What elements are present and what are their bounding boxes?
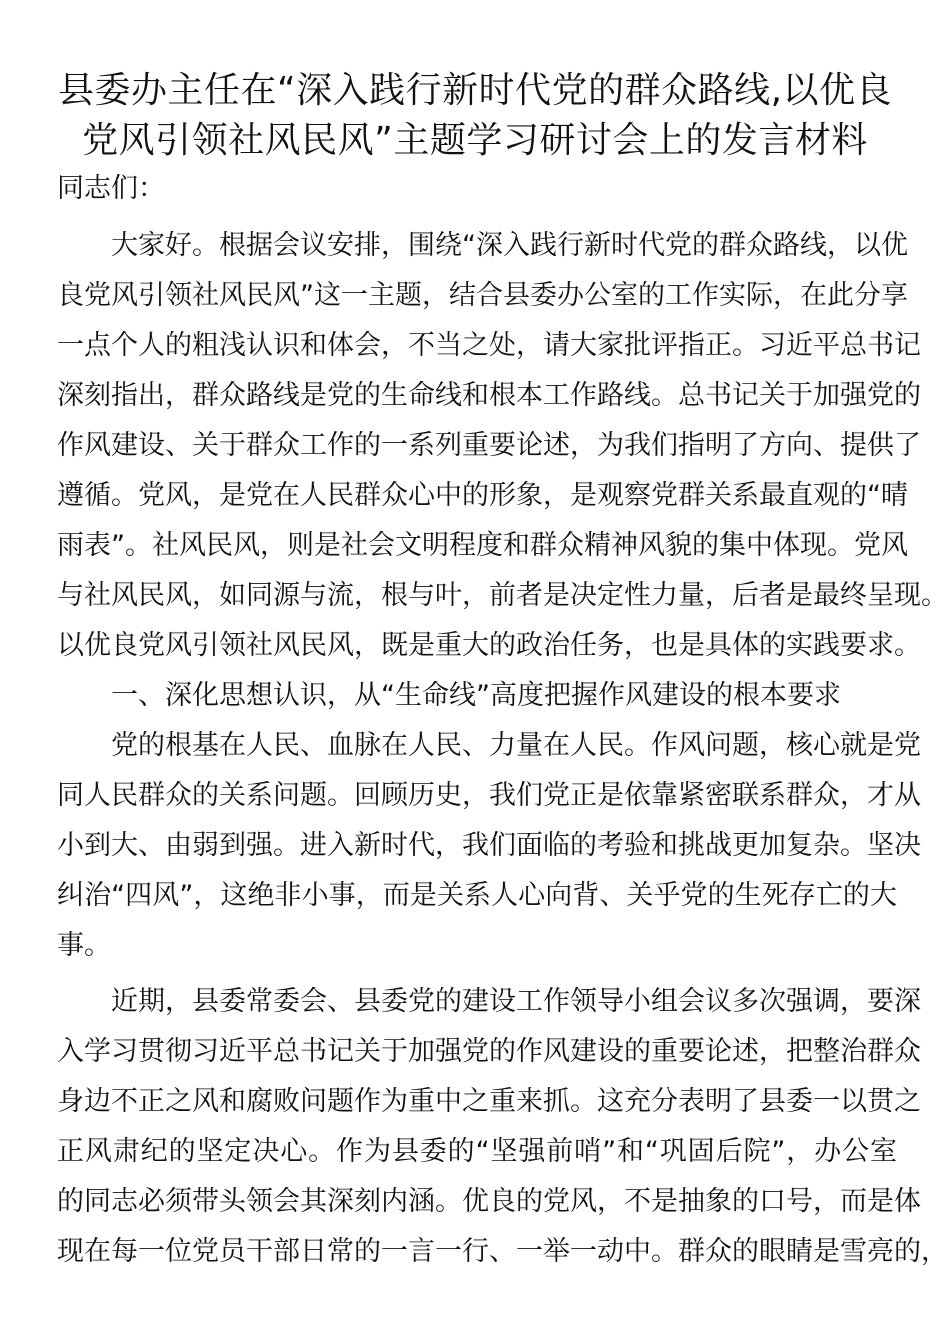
text-line: 身边不正之风和腐败问题作为重中之重来抓。这充分表明了县委一以贯之: [57, 1086, 921, 1117]
text-line: 以优良党风引领社风民风，既是重大的政治任务，也是具体的实践要求。: [57, 630, 921, 661]
salutation: 同志们：: [57, 173, 165, 204]
text-line: 雨表”。社风民风，则是社会文明程度和群众精神风貌的集中体现。党风: [57, 530, 908, 561]
text-line: 同人民群众的关系问题。回顾历史，我们党正是依靠紧密联系群众，才从: [57, 780, 921, 811]
text-line: 小到大、由弱到强。进入新时代，我们面临的考验和挑战更加复杂。坚决: [57, 830, 921, 861]
text-line: 现在每一位党员干部日常的一言一行、一举一动中。群众的眼睛是雪亮的，: [57, 1236, 948, 1267]
title-line: 县委办主任在“深入践行新时代党的群众路线,以优良: [57, 70, 893, 111]
text-line: 大家好。根据会议安排，围绕“深入践行新时代党的群众路线，以优: [111, 230, 908, 261]
section-heading-1: [57, 671, 897, 721]
text-line: 遵循。党风，是党在人民群众心中的形象，是观察党群关系最直观的“晴: [57, 480, 908, 511]
section-heading: 一、深化思想认识，从“生命线”高度把握作风建设的根本要求: [111, 680, 841, 711]
text-line: 入学习贯彻习近平总书记关于加强党的作风建设的重要论述，把整治群众: [57, 1036, 921, 1067]
text-line: 一点个人的粗浅认识和体会，不当之处，请大家批评指正。习近平总书记: [57, 330, 921, 361]
text-line: 事。: [57, 930, 111, 961]
document-title: [40, 66, 910, 166]
paragraph-recent: [57, 977, 948, 1277]
text-line: 党的根基在人民、血脉在人民、力量在人民。作风问题，核心就是党: [111, 730, 921, 761]
text-line: 正风肃纪的坚定决心。作为县委的“坚强前哨”和“巩固后院”，办公室: [57, 1136, 897, 1167]
text-line: 作风建设、关于群众工作的一系列重要论述，为我们指明了方向、提供了: [57, 430, 921, 461]
text-line: 近期，县委常委会、县委党的建设工作领导小组会议多次强调，要深: [111, 986, 921, 1017]
text-line: 深刻指出，群众路线是党的生命线和根本工作路线。总书记关于加强党的: [57, 380, 921, 411]
document-body: [57, 169, 948, 1277]
text-line: 良党风引领社风民风”这一主题，结合县委办公室的工作实际，在此分享: [57, 280, 908, 311]
text-line: 与社风民风，如同源与流，根与叶，前者是决定性力量，后者是最终呈现。: [57, 580, 948, 611]
paragraph-section-1: [57, 721, 921, 971]
text-line: 纠治“四风”，这绝非小事，而是关系人心向背、关乎党的生死存亡的大: [57, 880, 897, 911]
paragraph-intro: [57, 221, 948, 671]
title-line: 党风引领社风民风”主题学习研讨会上的发言材料: [82, 120, 868, 161]
text-line: 的同志必须带头领会其深刻内涵。优良的党风，不是抽象的口号，而是体: [57, 1186, 921, 1217]
